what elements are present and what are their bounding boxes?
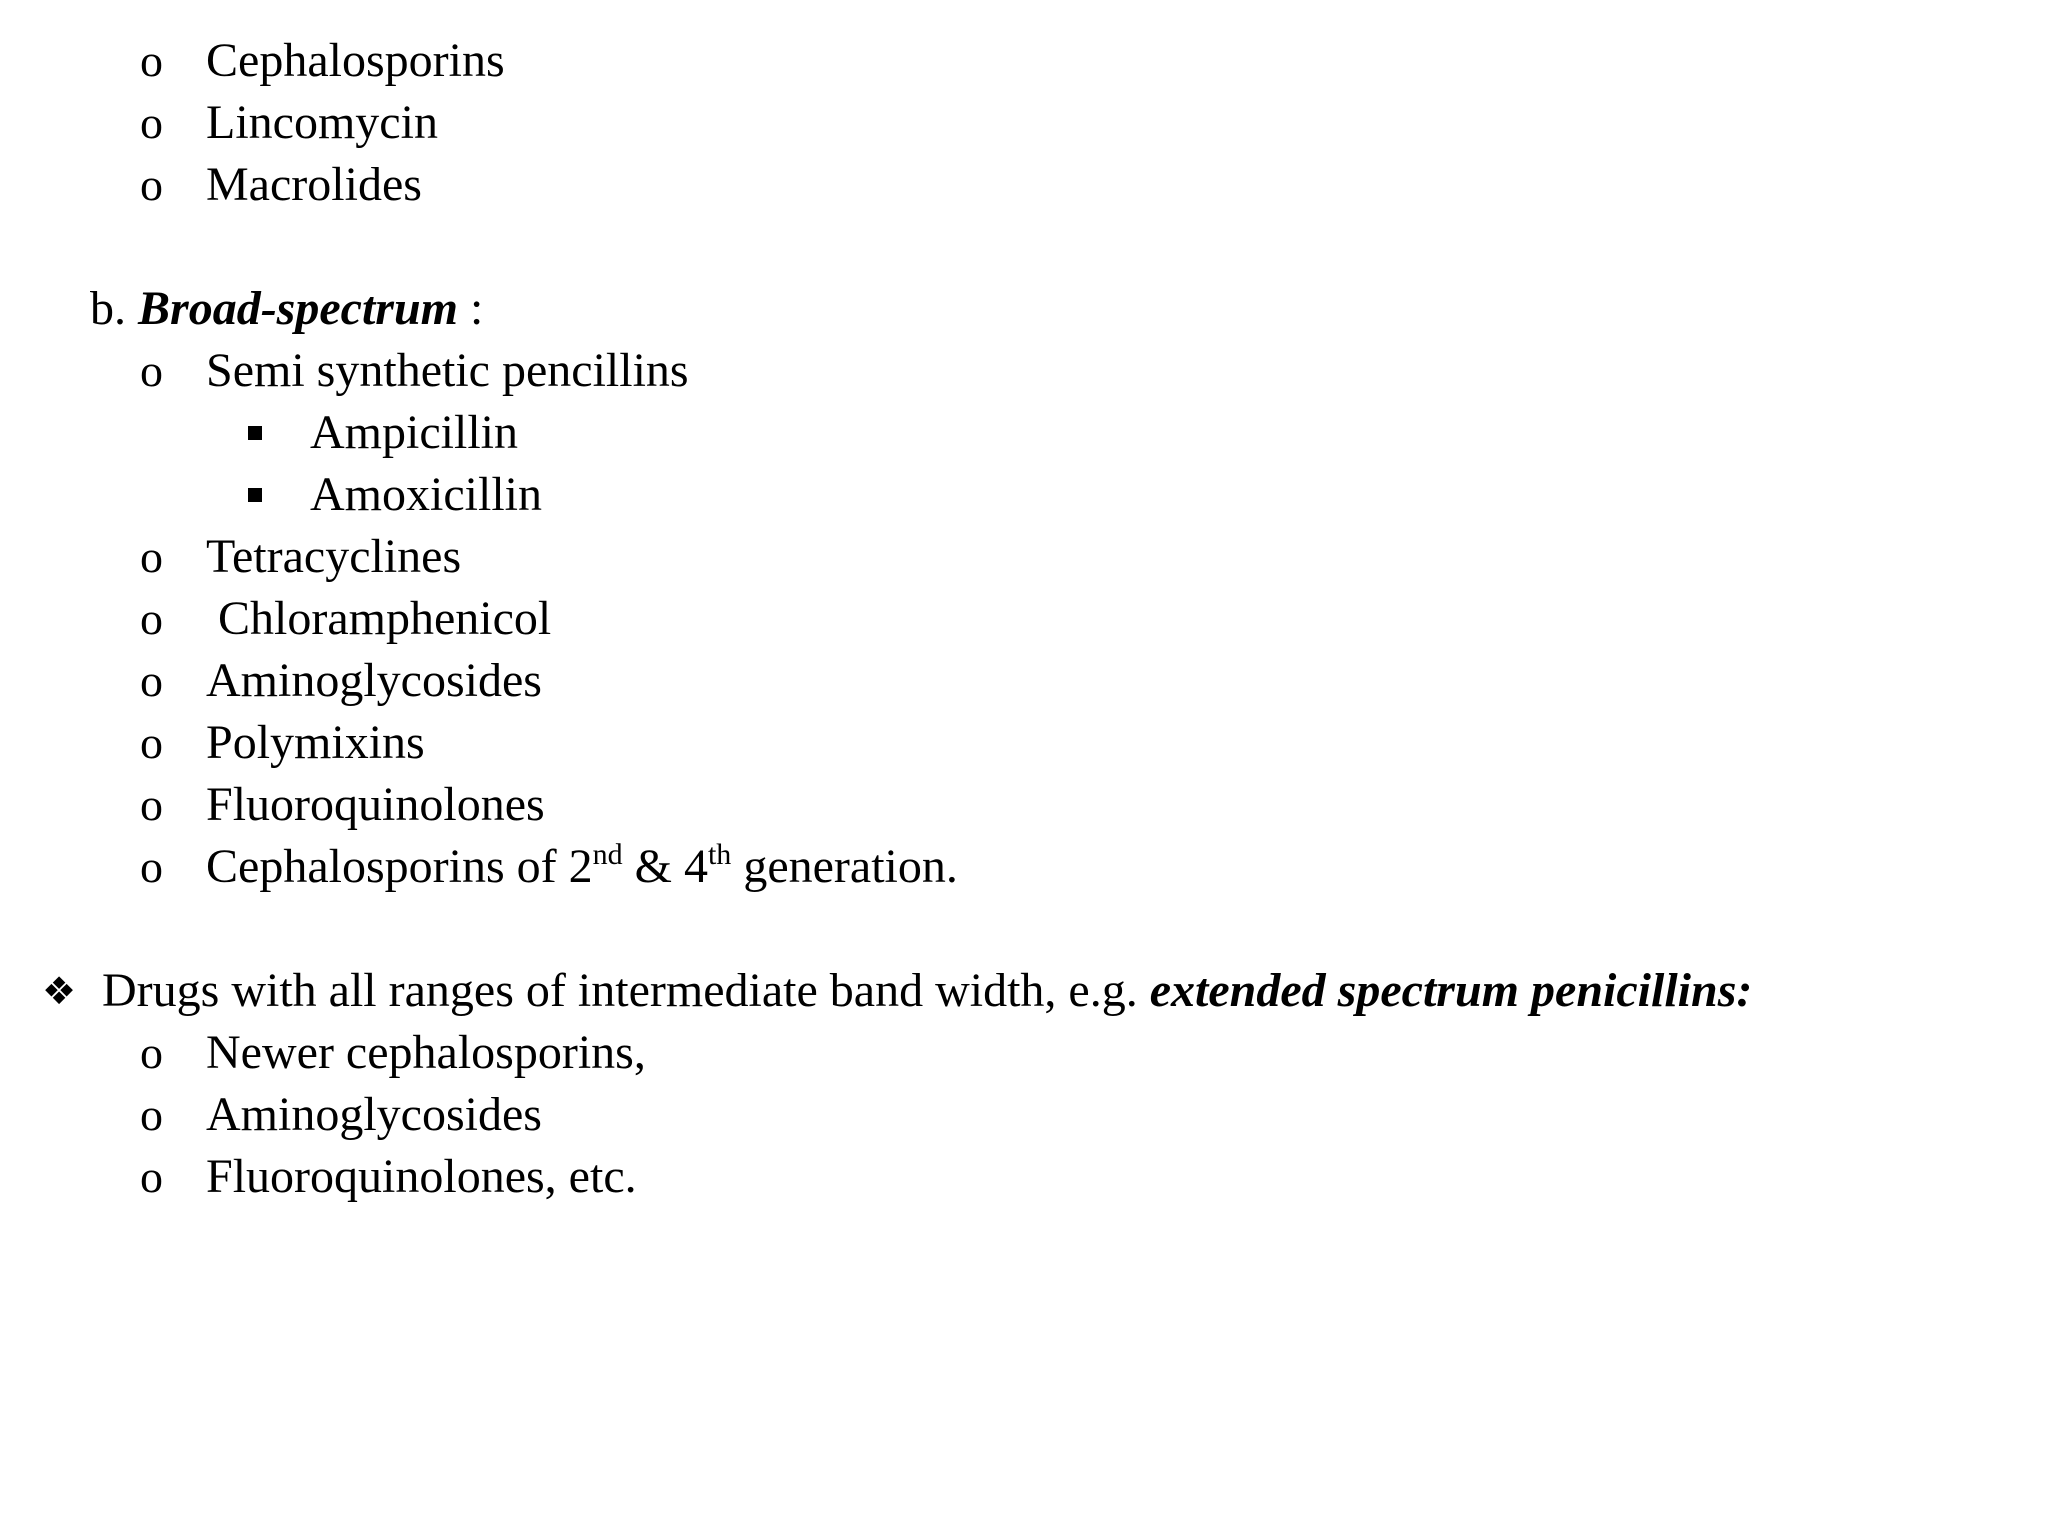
list-item-text: Polymixins [206,716,425,769]
list-item-text: Lincomycin [206,96,438,149]
superscript: nd [592,838,623,871]
text-part: generation. [731,840,958,893]
superscript: th [707,838,732,871]
text-part: & 4 [622,840,708,893]
list-item-text: Semi synthetic pencillins [206,344,689,397]
section-title: Broad-spectrum [138,282,459,335]
four-diamond-icon: ❖ [42,969,77,1013]
sub-list-item-text: Amoxicillin [310,468,542,521]
section-label: b. [90,282,126,335]
list-item-text [206,836,958,898]
square-bullet-icon [248,426,262,440]
circle-bullet-icon: o [140,159,163,210]
circle-bullet-icon: o [140,531,163,582]
list-item-text: Newer cephalosporins, [206,1026,646,1079]
list-item-text: Fluoroquinolones [206,778,545,831]
list-item-text: Aminoglycosides [206,654,542,707]
sub-list-item-text: Ampicillin [310,406,518,459]
emphasis-text: extended spectrum penicillins: [1149,964,1753,1017]
intermediate-text [102,960,1752,1022]
text-part: Cephalosporins of 2 [206,840,593,893]
section-heading-broad-spectrum [90,278,483,340]
text-part: Drugs with all ranges of intermediate band width, e.g. [102,964,1150,1017]
square-bullet-icon [248,488,262,502]
circle-bullet-icon: o [140,1027,163,1078]
circle-bullet-icon: o [140,841,163,892]
list-item-text: Macrolides [206,158,422,211]
list-item-text: Aminoglycosides [206,1088,542,1141]
list-item-text: Chloramphenicol [206,592,552,645]
circle-bullet-icon: o [140,655,163,706]
circle-bullet-icon: o [140,345,163,396]
circle-bullet-icon: o [140,35,163,86]
circle-bullet-icon: o [140,1089,163,1140]
circle-bullet-icon: o [140,779,163,830]
circle-bullet-icon: o [140,717,163,768]
circle-bullet-icon: o [140,97,163,148]
circle-bullet-icon: o [140,1151,163,1202]
list-item-text: Fluoroquinolones, etc. [206,1150,637,1203]
section-suffix: : [470,282,484,335]
circle-bullet-icon: o [140,593,163,644]
list-item-text: Tetracyclines [206,530,462,583]
list-item-text: Cephalosporins [206,34,505,87]
